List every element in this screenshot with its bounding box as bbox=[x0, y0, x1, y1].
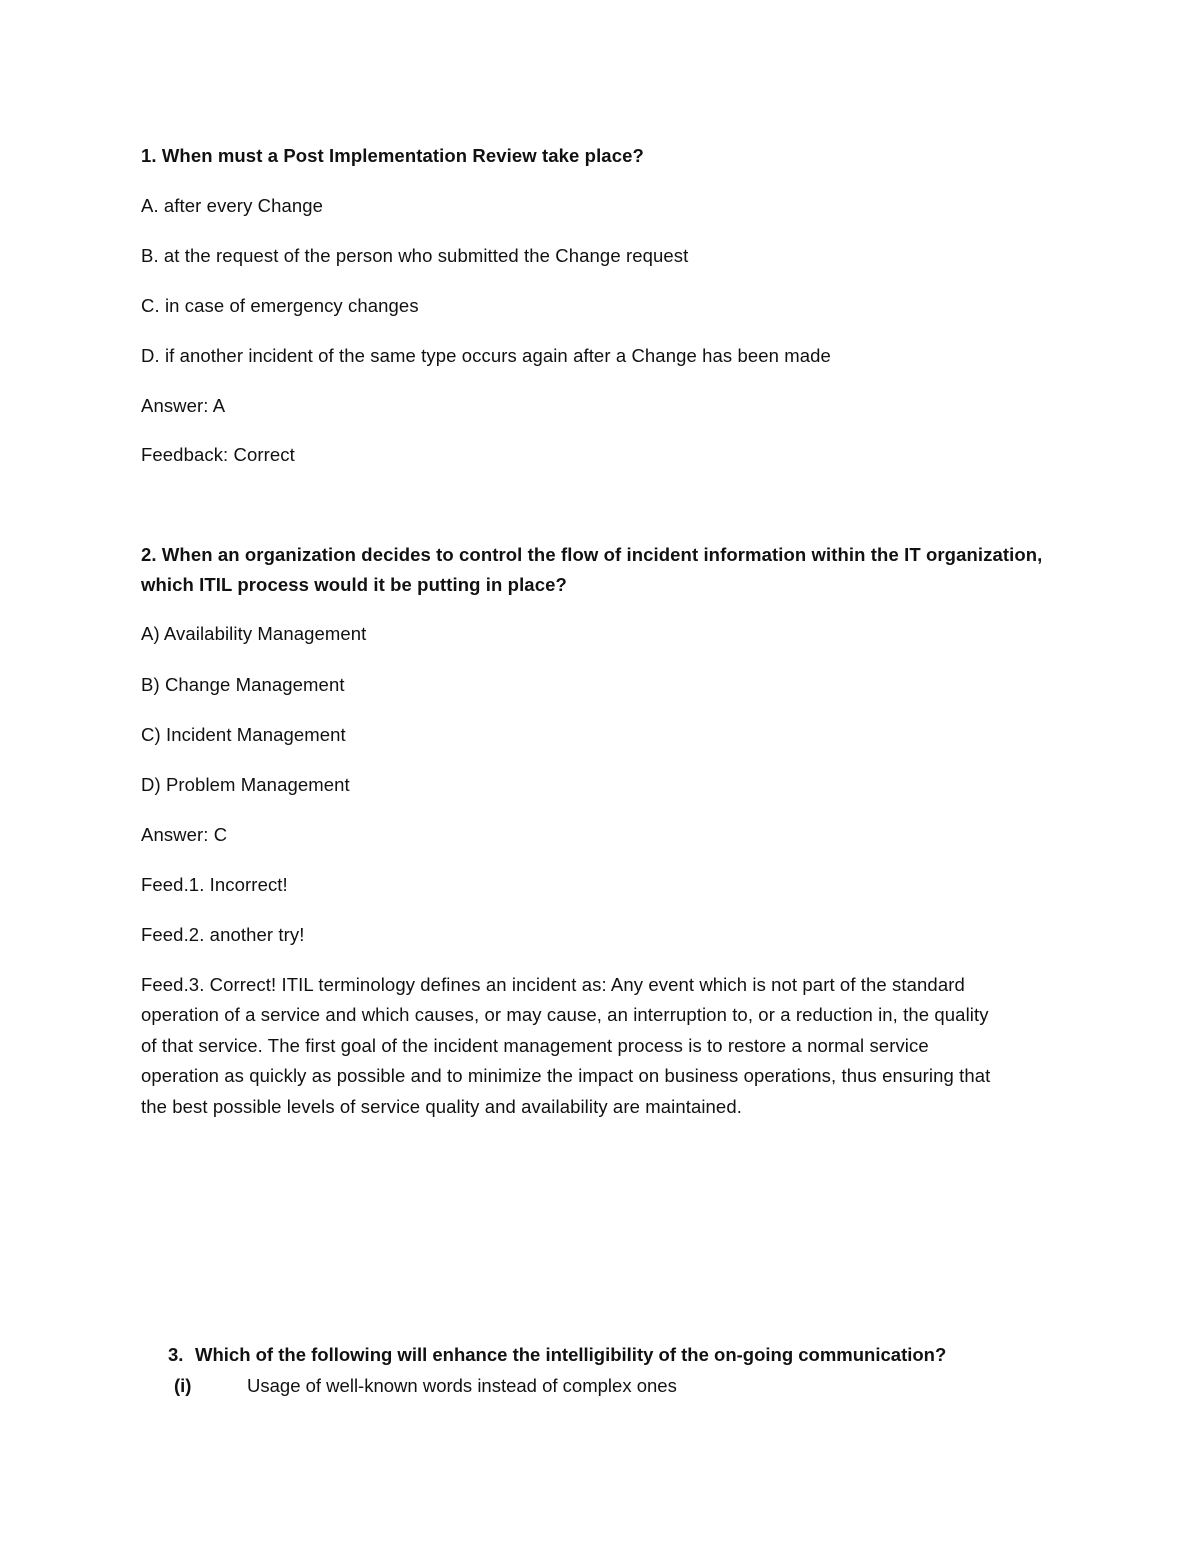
question-2-option-c: C) Incident Management bbox=[141, 724, 346, 745]
question-3-number: 3. bbox=[168, 1344, 184, 1365]
question-1-text: 1. When must a Post Implementation Review take place? bbox=[141, 145, 644, 166]
question-2-feed-3-line-2: operation of a service and which causes, or may cause, an interruption to, or a reduction in, the quality bbox=[141, 1004, 989, 1025]
question-1-option-c: C. in case of emergency changes bbox=[141, 295, 419, 316]
question-1-answer: Answer: A bbox=[141, 395, 226, 416]
question-2-option-d: D) Problem Management bbox=[141, 774, 350, 795]
question-2-feed-2: Feed.2. another try! bbox=[141, 924, 305, 945]
question-2-feed-3-line-3: of that service. The first goal of the incident management process is to restore a normal service bbox=[141, 1035, 929, 1056]
question-3-item-i bbox=[174, 1375, 677, 1397]
question-2-option-a: A) Availability Management bbox=[141, 623, 367, 644]
question-3-item-marker: (i) bbox=[174, 1375, 192, 1396]
question-2-feed-3-line-1: Feed.3. Correct! ITIL terminology defines an incident as: Any event which is not part of the standard bbox=[141, 974, 965, 995]
question-3-item-text: Usage of well-known words instead of complex ones bbox=[247, 1375, 677, 1396]
question-2-answer: Answer: C bbox=[141, 824, 228, 845]
question-2-text-line-2: which ITIL process would it be putting in place? bbox=[141, 574, 567, 595]
question-1-feedback: Feedback: Correct bbox=[141, 444, 295, 465]
question-3 bbox=[168, 1344, 946, 1366]
question-2-option-b: B) Change Management bbox=[141, 674, 345, 695]
question-3-text: Which of the following will enhance the intelligibility of the on-going communication? bbox=[195, 1344, 947, 1365]
question-2-feed-1: Feed.1. Incorrect! bbox=[141, 874, 288, 895]
question-1-option-a: A. after every Change bbox=[141, 195, 324, 216]
question-2-text-line-1: 2. When an organization decides to control the flow of incident information within the IT organization, bbox=[141, 544, 1043, 565]
question-1-option-b: B. at the request of the person who submitted the Change request bbox=[141, 245, 689, 266]
question-1-option-d: D. if another incident of the same type occurs again after a Change has been made bbox=[141, 345, 831, 366]
question-2-feed-3-line-4: operation as quickly as possible and to minimize the impact on business operations, thus ensuring that bbox=[141, 1065, 991, 1086]
question-2-feed-3-line-5: the best possible levels of service quality and availability are maintained. bbox=[141, 1096, 742, 1117]
